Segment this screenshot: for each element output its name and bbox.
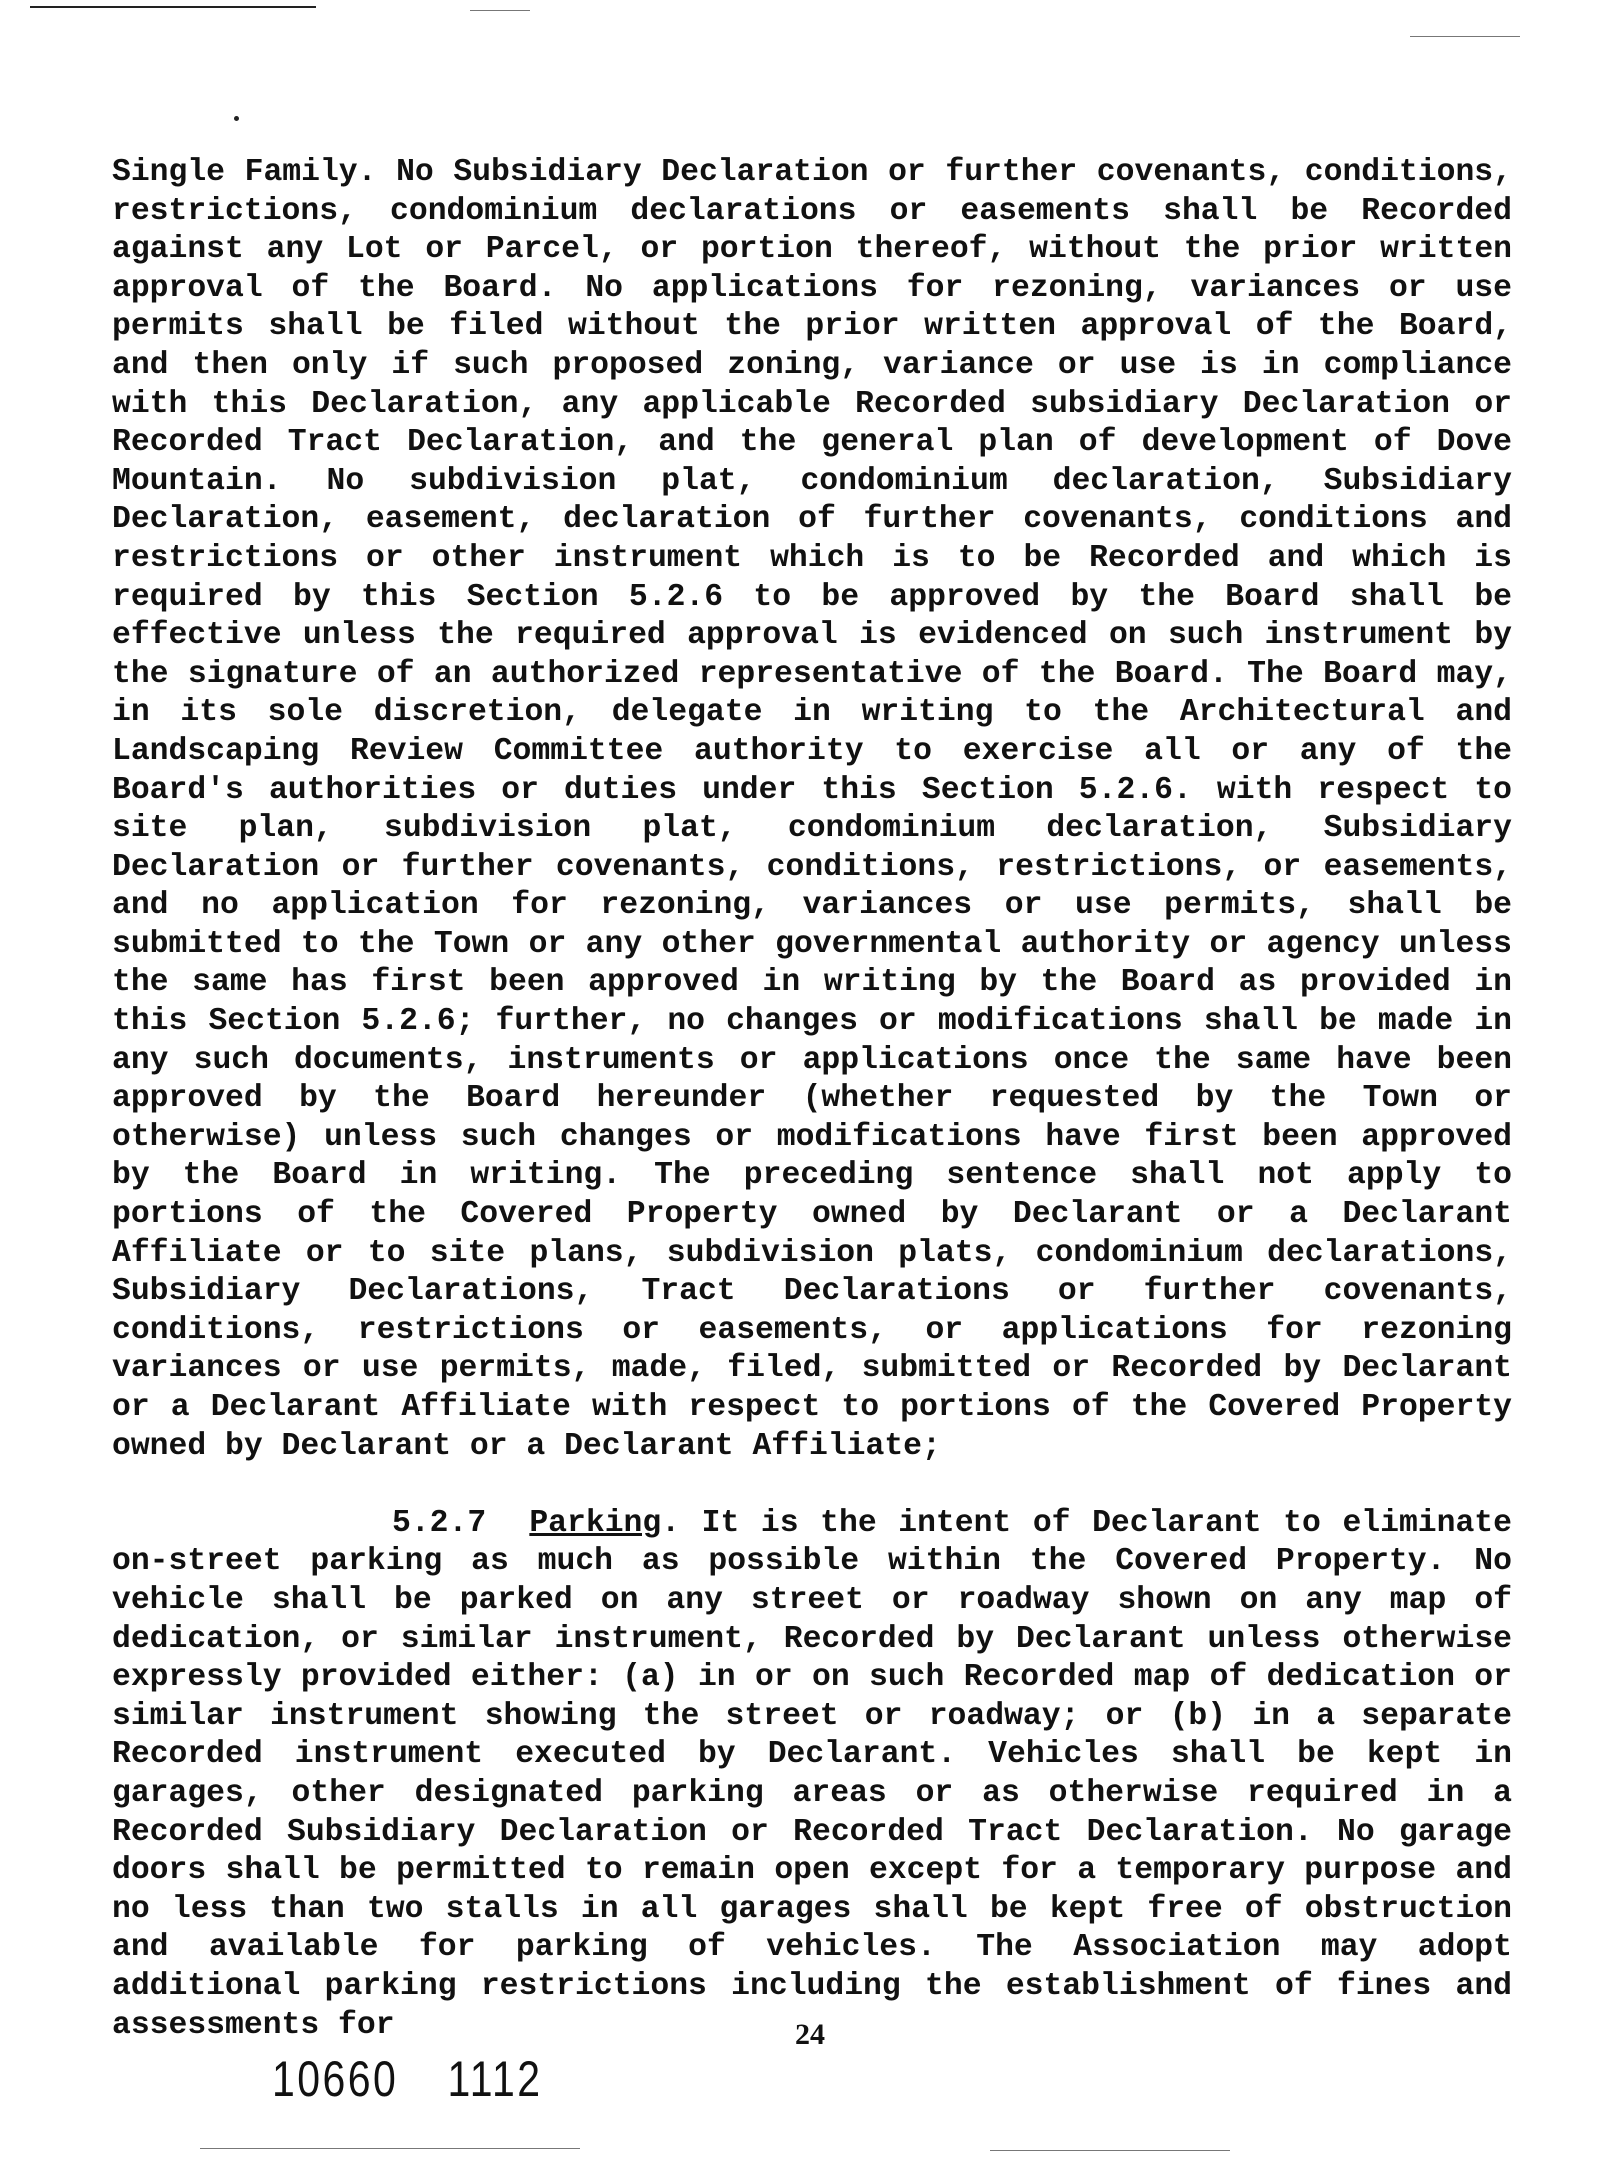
top-rule [30,6,316,8]
margin-dot [234,116,239,121]
section-heading: Parking [529,1505,662,1541]
paragraph-parking-text: It is the intent of Declarant to eliminate on-street parking as much as possible within the Covered Property. No vehicle shall be parked on any street or roadway shown on any map of dedication, or similar instrument, Recorded by Declarant unless otherwise expressly provided either: (a) in or on such Recorded map of dedication or similar instrument showing the street or roadway; or (b) in a separate Recorded instrument executed by Declarant. Vehicles shall be kept in garages, other designated parking areas or as otherwise required in a Recorded Subsidiary Declaration or Recorded Tract Declaration. No garage doors shall be permitted to remain open except for a temporary purpose and no less than two stalls in all garages shall be kept free of obstruction and available for parking of vehicles. The Association may adopt additional parking restrictions including the establishment of fines and assessments for [112,1505,1512,2043]
section-number: 5.2.7 [392,1505,487,1541]
scan-speck [1410,36,1520,37]
scan-speck [200,2148,580,2149]
scan-speck [470,10,530,11]
stamp-book-number: 10660 [272,2051,399,2107]
recording-stamp [272,2050,542,2108]
document-body [112,154,1512,2045]
section-heading-punct: . [661,1505,681,1541]
paragraph-continuation: Single Family. No Subsidiary Declaration or further covenants, conditions, restrictions, condominium declarations or easements shall be Recorded against any Lot or Parcel, or portion thereof, without the prior written approval of the Board. No applications for rezoning, variances or use permits shall be filed without the prior written approval of the Board, and then only if such proposed zoning, variance or use is in compliance with this Declaration, any applicable Recorded subsidiary Declaration or Recorded Tract Declaration, and the general plan of development of Dove Mountain. No subdivision plat, condominium declaration, Subsidiary Declaration, easement, declaration of further covenants, conditions and restrictions or other instrument which is to be Recorded and which is required by this Section 5.2.6 to be approved by the Board shall be effective unless the required approval is evidenced on such instrument by the signature of an authorized representative of the Board. The Board may, in its sole discretion, delegate in writing to the Architectural and Landscaping Review Committee authority to exercise all or any of the Board's authorities or duties under this Section 5.2.6. with respect to site plan, subdivision plat, condominium declaration, Subsidiary Declaration or further covenants, conditions, restrictions, or easements, and no application for rezoning, variances or use permits, shall be submitted to the Town or any other governmental authority or agency unless the same has first been approved in writing by the Board as provided in this Section 5.2.6; further, no changes or modifications shall be made in any such documents, instruments or applications once the same have been approved by the Board hereunder (whether requested by the Town or otherwise) unless such changes or modifications have first been approved by the Board in writing. The preceding sentence shall not apply to portions of the Covered Property owned by Declarant or a Declarant Affiliate or to site plans, subdivision plats, condominium declarations, Subsidiary Declarations, Tract Declarations or further covenants, conditions, restrictions or easements, or applications for rezoning variances or use permits, made, filed, submitted or Recorded by Declarant or a Declarant Affiliate with respect to portions of the Covered Property owned by Declarant or a Declarant Affiliate; [112,155,1512,1464]
stamp-page-number: 1112 [447,2051,543,2107]
scan-speck [990,2150,1230,2151]
paragraph-section-5-2-7 [112,1505,1512,2045]
page-number: 24 [795,2018,825,2051]
